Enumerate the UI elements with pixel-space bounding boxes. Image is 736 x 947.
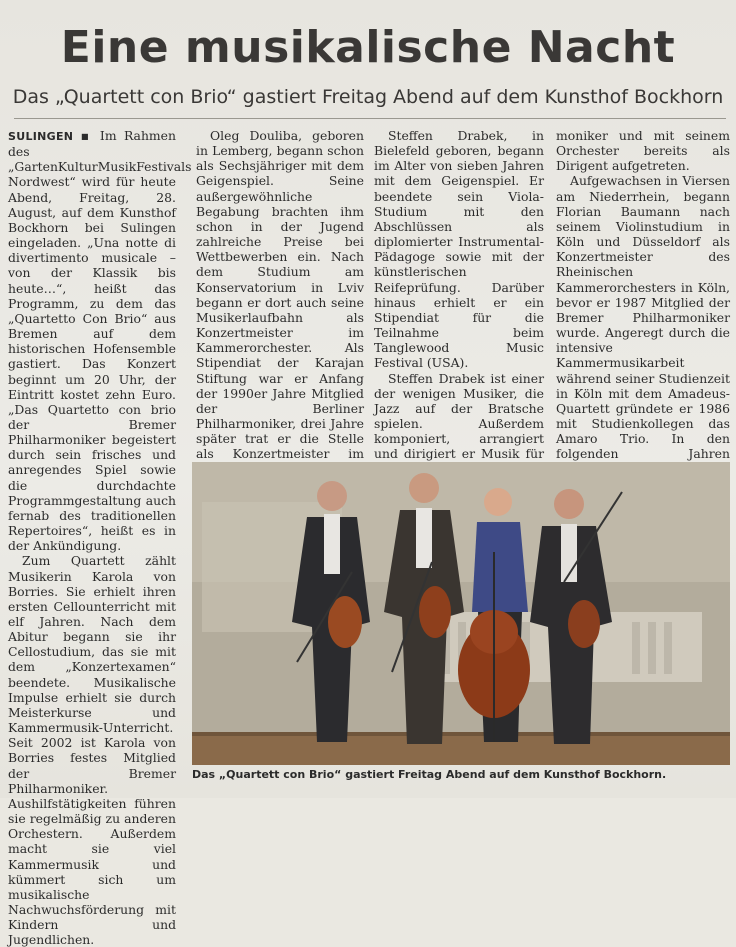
divider bbox=[14, 118, 726, 119]
text-column-4 bbox=[556, 128, 730, 507]
paragraph: moniker und mit seinem Orchester bereits als Dirigent aufgetreten. bbox=[556, 128, 730, 174]
paragraph: Oleg Douliba, geboren in Lemberg, begann schon als Sechsjähriger mit dem Geigenspiel. Seine außergewöhnliche Begabung brachten ihm schon in der Jugend zahlreiche Preise bei Wettbewerben ein. Nach dem Studium am Konservatorium in Lviv begann er dort auch seine Musikerlaufbahn als Konzertmeister im Kammerorchester. Als Stipendiat der Karajan Stiftung war er Anfang der 1990er Jahre Mitglied der Berliner Philharmoniker, drei Jahre später trat er die Stelle als Konzertmeister im bbox=[196, 128, 364, 462]
photo-caption: Das „Quartett con Brio“ gastiert Freitag Abend auf dem Kunsthof Bockhorn. bbox=[192, 768, 667, 781]
paragraph: Steffen Drabek, in Bielefeld geboren, begann im Alter von sieben Jahren mit dem Geigenspiel. Er beendete sein Viola-Studium mit den Abschlüssen als diplomierter Instrumental-Pädagoge sowie mit der künstlerischen Reifeprüfung. Darüber hinaus erhielt er ein Stipendiat für die Teilnahme beim Tanglewood Music Festival (USA). bbox=[374, 128, 544, 371]
dateline: SULINGEN bbox=[8, 130, 74, 143]
paragraph: Zum Quartett zählt Musikerin Karola von Borries. Sie erhielt ihren ersten Cellounterricht mit elf Jahren. Nach dem Abitur begann sie ihr Cellostudium, das sie mit dem „Konzertexamen“ beendete. Musikalische Impulse erhielt sie durch Meisterkurse und Kammermusik-Unterricht. Seit 2002 ist Karola von Borries festes Mitglied der Bremer Philharmoniker. Aushilfstätigkeiten führen sie regelmäßig zu anderen Orchestern. Außerdem macht sie viel Kammermusik und kümmert sich um musikalische Nachwuchsförderung mit Kindern und Jugendlichen. bbox=[8, 553, 176, 947]
paragraph: Steffen Drabek ist einer der wenigen Musiker, die Jazz auf der Bratsche spielen. Außerdem komponiert, arrangiert und dirigiert er Musik für bbox=[374, 370, 544, 462]
quartet-photo bbox=[192, 462, 730, 765]
paragraph-text: Im Rahmen des „GartenKulturMusikFestivals Nordwest“ wird für heute Abend, Freitag, 28. August, auf dem Kunsthof Bockhorn bei Sulingen eingeladen. „Una notte di divertimento musicale – von der Klassik bis heute…“, heißt das Programm, zu dem das „Quartetto Con Brio“ aus Bremen auf dem historischen Hofensemble gastiert. Das Konzert beginnt um 20 Uhr, der Eintritt kostet zehn Euro. „Das Quartetto con brio der Bremer Philharmoniker begeistert durch sein frisches und anregendes Spiel sowie die durchdachte Programmgestaltung auch fernab des traditionellen Repertoires“, heißt es in der Ankündigung. bbox=[8, 128, 192, 554]
quartet-illustration bbox=[192, 462, 730, 765]
paragraph: Aufgewachsen in Viersen am Niederrhein, begann Florian Baumann nach seinem Violinstudium in Köln und Düsseldorf als Konzertmeister des Rheinischen Kammerorchesters in Köln, bevor er 1987 Mitglied der Bremer Philharmoniker wurde. Angeregt durch die intensive Kammermusikarbeit während seiner Studienzeit in Köln mit dem Amadeus-Quartett gründete er 1986 mit Studienkollegen das Amaro Trio. In den folgenden Jahren bbox=[556, 173, 730, 462]
subheadline: Das „Quartett con Brio“ gastiert Freitag Abend auf dem Kunsthof Bockhorn bbox=[12, 86, 724, 108]
headline: Eine musikalische Nacht bbox=[60, 22, 676, 73]
paragraph: SULINGEN ▪ Im Rahmen des „GartenKulturMusikFestivals Nordwest“ wird für heute Abend, Freitag, 28. August, auf dem Kunsthof Bockhorn bei Sulingen eingeladen. „Una notte di divertimento musicale – von der Klassik bis heute…“, heißt das Programm, zu dem das „Quartetto Con Brio“ aus Bremen auf dem historischen Hofensemble gastiert. Das Konzert beginnt um 20 Uhr, der Eintritt kostet zehn Euro. „Das Quartetto con brio der Bremer Philharmoniker begeistert durch sein frisches und anregendes Spiel sowie die durchdachte Programmgestaltung auch fernab des traditionellen Repertoires“, heißt es in der Ankündigung. bbox=[8, 128, 192, 554]
text-column-1 bbox=[8, 128, 192, 947]
